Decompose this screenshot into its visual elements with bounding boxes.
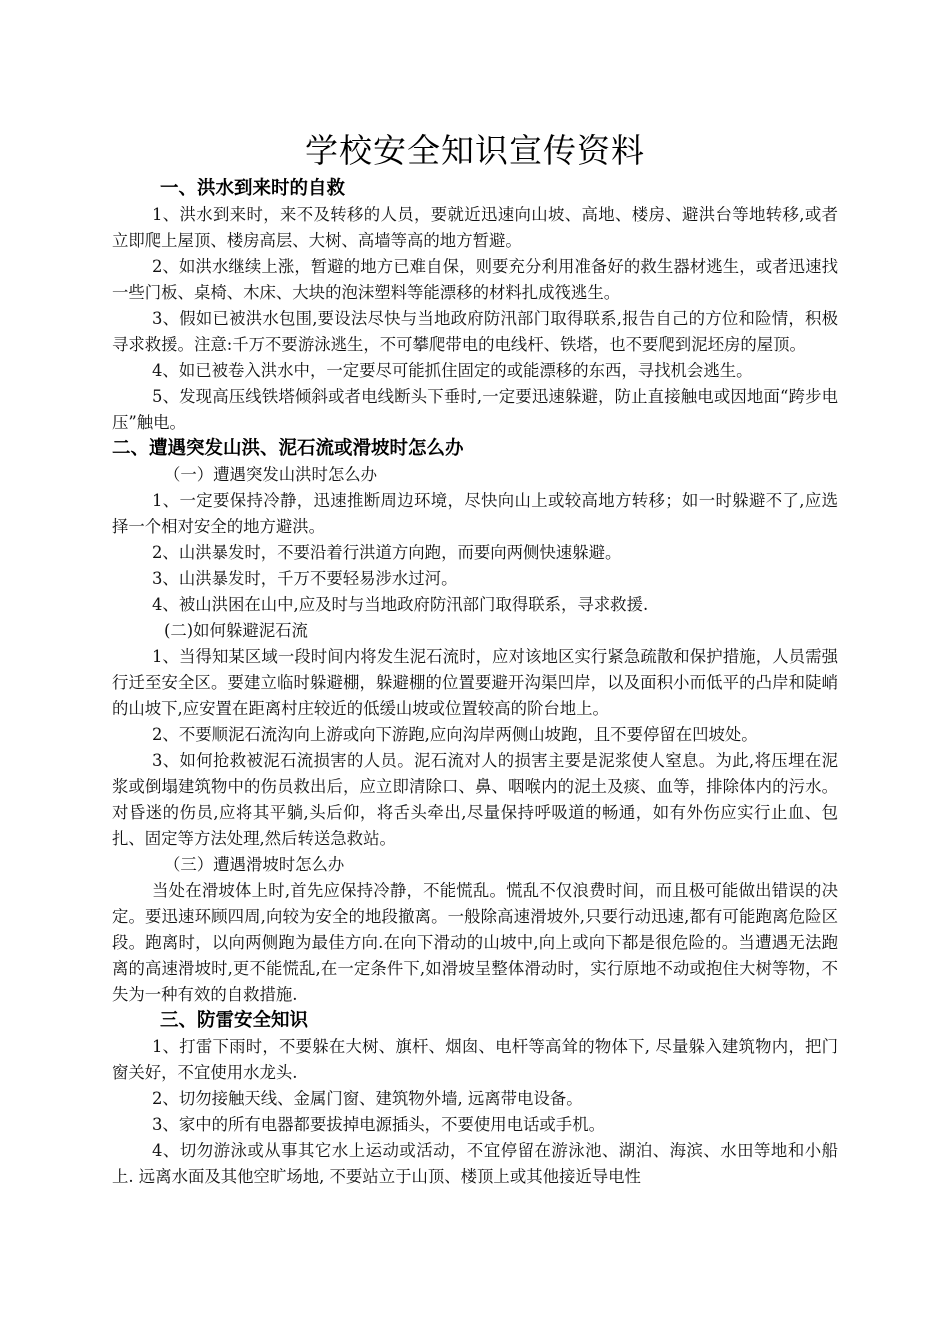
subsection-heading-debris-flow: (二)如何躲避泥石流 — [164, 621, 308, 640]
paragraph: 2、不要顺泥石流沟向上游或向下游跑,应向沟岸两侧山坡跑，且不要停留在凹坡处。 — [152, 725, 758, 744]
paragraph: 4、被山洪困在山中,应及时与当地政府防汛部门取得联系，寻求救援. — [152, 595, 649, 614]
paragraph: 3、假如已被洪水包围,要设法尽快与当地政府防汛部门取得联系,报告自己的方位和险情，积极寻求救援。注意:千万不要游泳逃生，不可攀爬带电的电线杆、铁塔，也不要爬到泥坯房的屋顶。 — [112, 309, 838, 354]
paragraph: 2、山洪暴发时，不要沿着行洪道方向跑，而要向两侧快速躲避。 — [152, 543, 622, 562]
section-heading-flood: 一、洪水到来时的自救 — [160, 178, 346, 199]
document-page — [112, 128, 838, 1190]
paragraph: 3、山洪暴发时，千万不要轻易涉水过河。 — [152, 569, 458, 588]
paragraph: 4、如已被卷入洪水中，一定要尽可能抓住固定的或能漂移的东西，寻找机会逃生。 — [152, 361, 753, 380]
section-heading-lightning: 三、防雷安全知识 — [160, 1010, 309, 1031]
paragraph: 4、切勿游泳或从事其它水上运动或活动，不宜停留在游泳池、湖泊、海滨、水田等地和小船上. 远离水面及其他空旷场地, 不要站立于山顶、楼顶上或其他接近导电性 — [112, 1141, 838, 1186]
section-heading-mountain-flood: 二、遭遇突发山洪、泥石流或滑坡时怎么办 — [112, 438, 464, 459]
paragraph: 当处在滑坡体上时,首先应保持冷静，不能慌乱。慌乱不仅浪费时间，而且极可能做出错误的决定。要迅速环顾四周,向较为安全的地段撤离。一般除高速滑坡外,只要行动迅速,都有可能跑离危险区段。跑离时，以向两侧跑为最佳方向.在向下滑动的山坡中,向上或向下都是很危险的。当遭遇无法跑离的高速滑坡时,更不能慌乱,在一定条件下,如滑坡呈整体滑动时，实行原地不动或抱住大树等物，不失为一种有效的自救措施. — [112, 881, 838, 1004]
paragraph: 2、切勿接触天线、金属门窗、建筑物外墙, 远离带电设备。 — [152, 1089, 583, 1108]
subsection-heading-flash-flood: （一）遭遇突发山洪时怎么办 — [164, 465, 378, 484]
subsection-heading-landslide: （三）遭遇滑坡时怎么办 — [164, 855, 345, 874]
paragraph: 1、一定要保持冷静，迅速推断周边环境，尽快向山上或较高地方转移；如一时躲避不了,应选择一个相对安全的地方避洪。 — [112, 491, 838, 536]
paragraph: 1、打雷下雨时，不要躲在大树、旗杆、烟囱、电杆等高耸的物体下, 尽量躲入建筑物内，把门窗关好，不宜使用水龙头. — [112, 1037, 838, 1082]
paragraph: 1、洪水到来时，来不及转移的人员，要就近迅速向山坡、高地、楼房、避洪台等地转移,或者立即爬上屋顶、楼房高层、大树、高墙等高的地方暂避。 — [112, 205, 838, 250]
paragraph: 3、家中的所有电器都要拔掉电源插头，不要使用电话或手机。 — [152, 1115, 605, 1134]
paragraph: 5、发现高压线铁塔倾斜或者电线断头下垂时,一定要迅速躲避，防止直接触电或因地面“跨步电压”触电。 — [112, 387, 838, 432]
paragraph: 1、当得知某区域一段时间内将发生泥石流时，应对该地区实行紧急疏散和保护措施，人员需强行迁至安全区。要建立临时躲避棚，躲避棚的位置要避开沟渠凹岸，以及面积小而低平的凸岸和陡峭的山坡下,应安置在距离村庄较近的低缓山坡或位置较高的阶台地上。 — [112, 647, 838, 718]
paragraph: 2、如洪水继续上涨，暂避的地方已难自保，则要充分利用准备好的救生器材逃生，或者迅速找一些门板、桌椅、木床、大块的泡沫塑料等能漂移的材料扎成筏逃生。 — [112, 257, 838, 302]
paragraph: 3、如何抢救被泥石流损害的人员。泥石流对人的损害主要是泥浆使人窒息。为此,将压埋在泥浆或倒塌建筑物中的伤员救出后，应立即清除口、鼻、咽喉内的泥土及痰、血等，排除体内的污水。对昏迷的伤员,应将其平躺,头后仰，将舌头牵出,尽量保持呼吸道的畅通，如有外伤应实行止血、包扎、固定等方法处理,然后转送急救站。 — [112, 751, 838, 848]
page-title: 学校安全知识宣传资料 — [305, 131, 645, 170]
